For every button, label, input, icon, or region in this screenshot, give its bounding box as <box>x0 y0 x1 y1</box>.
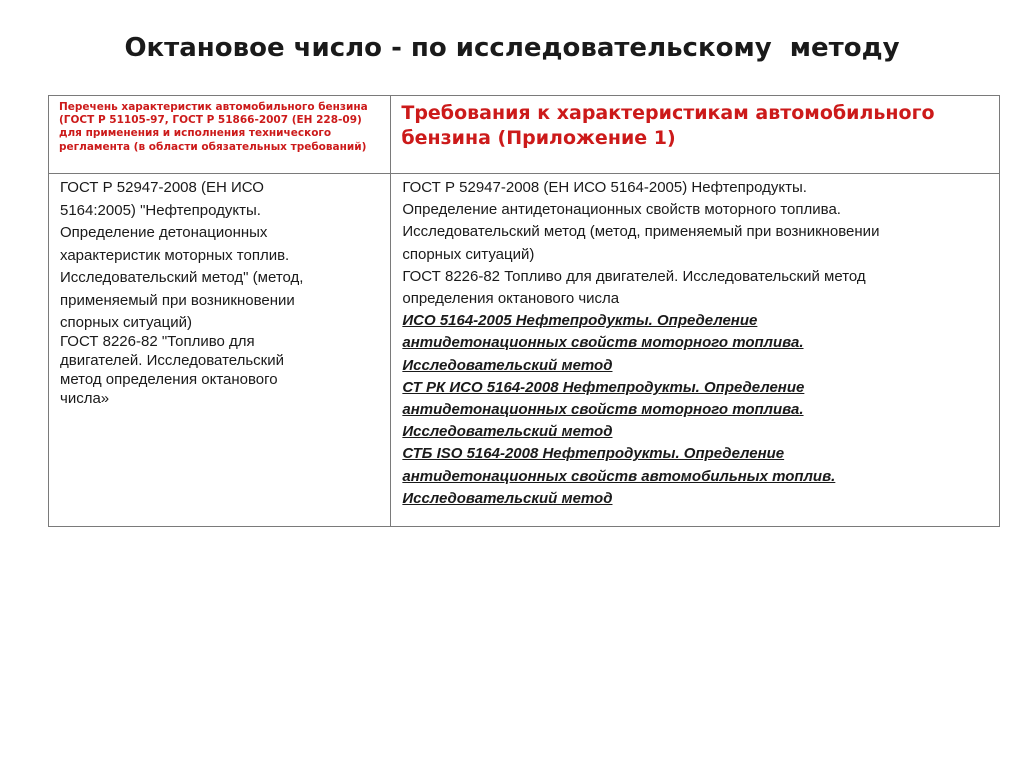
standard-link[interactable]: антидетонационных свойств моторного топлива. <box>402 401 804 419</box>
body-cell-left <box>49 174 391 527</box>
right-line: Исследовательский метод (метод, применяемый при возникновении <box>402 223 880 241</box>
left-line: ГОСТ 8226-82 "Топливо для <box>60 332 255 350</box>
header-right-text: Требования к характеристикам автомобильного бензина (Приложение 1) <box>401 102 935 149</box>
left-line: метод определения октанового <box>60 370 278 388</box>
left-line: числа» <box>60 389 110 407</box>
right-line: ГОСТ Р 52947-2008 (ЕН ИСО 5164-2005) Нефтепродукты. <box>402 179 807 196</box>
standard-link[interactable]: антидетонационных свойств моторного топлива. <box>402 334 804 352</box>
standard-link[interactable]: Исследовательский метод <box>402 356 613 374</box>
requirements-table <box>48 95 1000 527</box>
slide-title: Октановое число - по исследовательскому методу <box>124 33 900 63</box>
header-cell-left <box>49 96 391 174</box>
left-line: Исследовательский метод" (метод, <box>60 269 304 287</box>
table-body-row <box>49 174 1000 527</box>
right-line: Определение антидетонационных свойств моторного топлива. <box>402 201 841 219</box>
body-cell-right <box>391 174 1000 527</box>
header-left-text: Перечень характеристик автомобильного бензина (ГОСТ Р 51105-97, ГОСТ Р 51866-2007 (ЕН 228-09) для применения и исполнения технического регламента (в области обязательных требований) <box>59 101 368 153</box>
standard-link[interactable]: Исследовательский метод <box>402 423 613 441</box>
table-header-row <box>49 96 1000 174</box>
left-line: характеристик моторных топлив. <box>60 246 290 264</box>
right-line: спорных ситуаций) <box>402 245 535 263</box>
right-line: ГОСТ 8226-82 Топливо для двигателей. Исследовательский метод <box>402 267 866 285</box>
left-line: 5164:2005) "Нефтепродукты. <box>60 201 261 219</box>
left-line: применяемый при возникновении <box>60 291 295 309</box>
header-cell-right <box>391 96 1000 174</box>
standard-link[interactable]: ИСО 5164-2005 Нефтепродукты. Определение <box>402 312 758 330</box>
right-line: определения октанового числа <box>402 290 620 308</box>
left-line: двигателей. Исследовательский <box>60 351 284 369</box>
standard-link[interactable]: Исследовательский метод <box>402 489 613 507</box>
left-line: спорных ситуаций) <box>60 313 192 331</box>
left-line: Определение детонационных <box>60 224 268 242</box>
standard-link[interactable]: СТ РК ИСО 5164-2008 Нефтепродукты. Определение <box>402 378 805 396</box>
standard-link[interactable]: СТБ ISO 5164-2008 Нефтепродукты. Определение <box>402 445 785 463</box>
left-line: ГОСТ Р 52947-2008 (ЕН ИСО <box>60 179 264 196</box>
standard-link[interactable]: антидетонационных свойств автомобильных топлив. <box>402 467 836 485</box>
